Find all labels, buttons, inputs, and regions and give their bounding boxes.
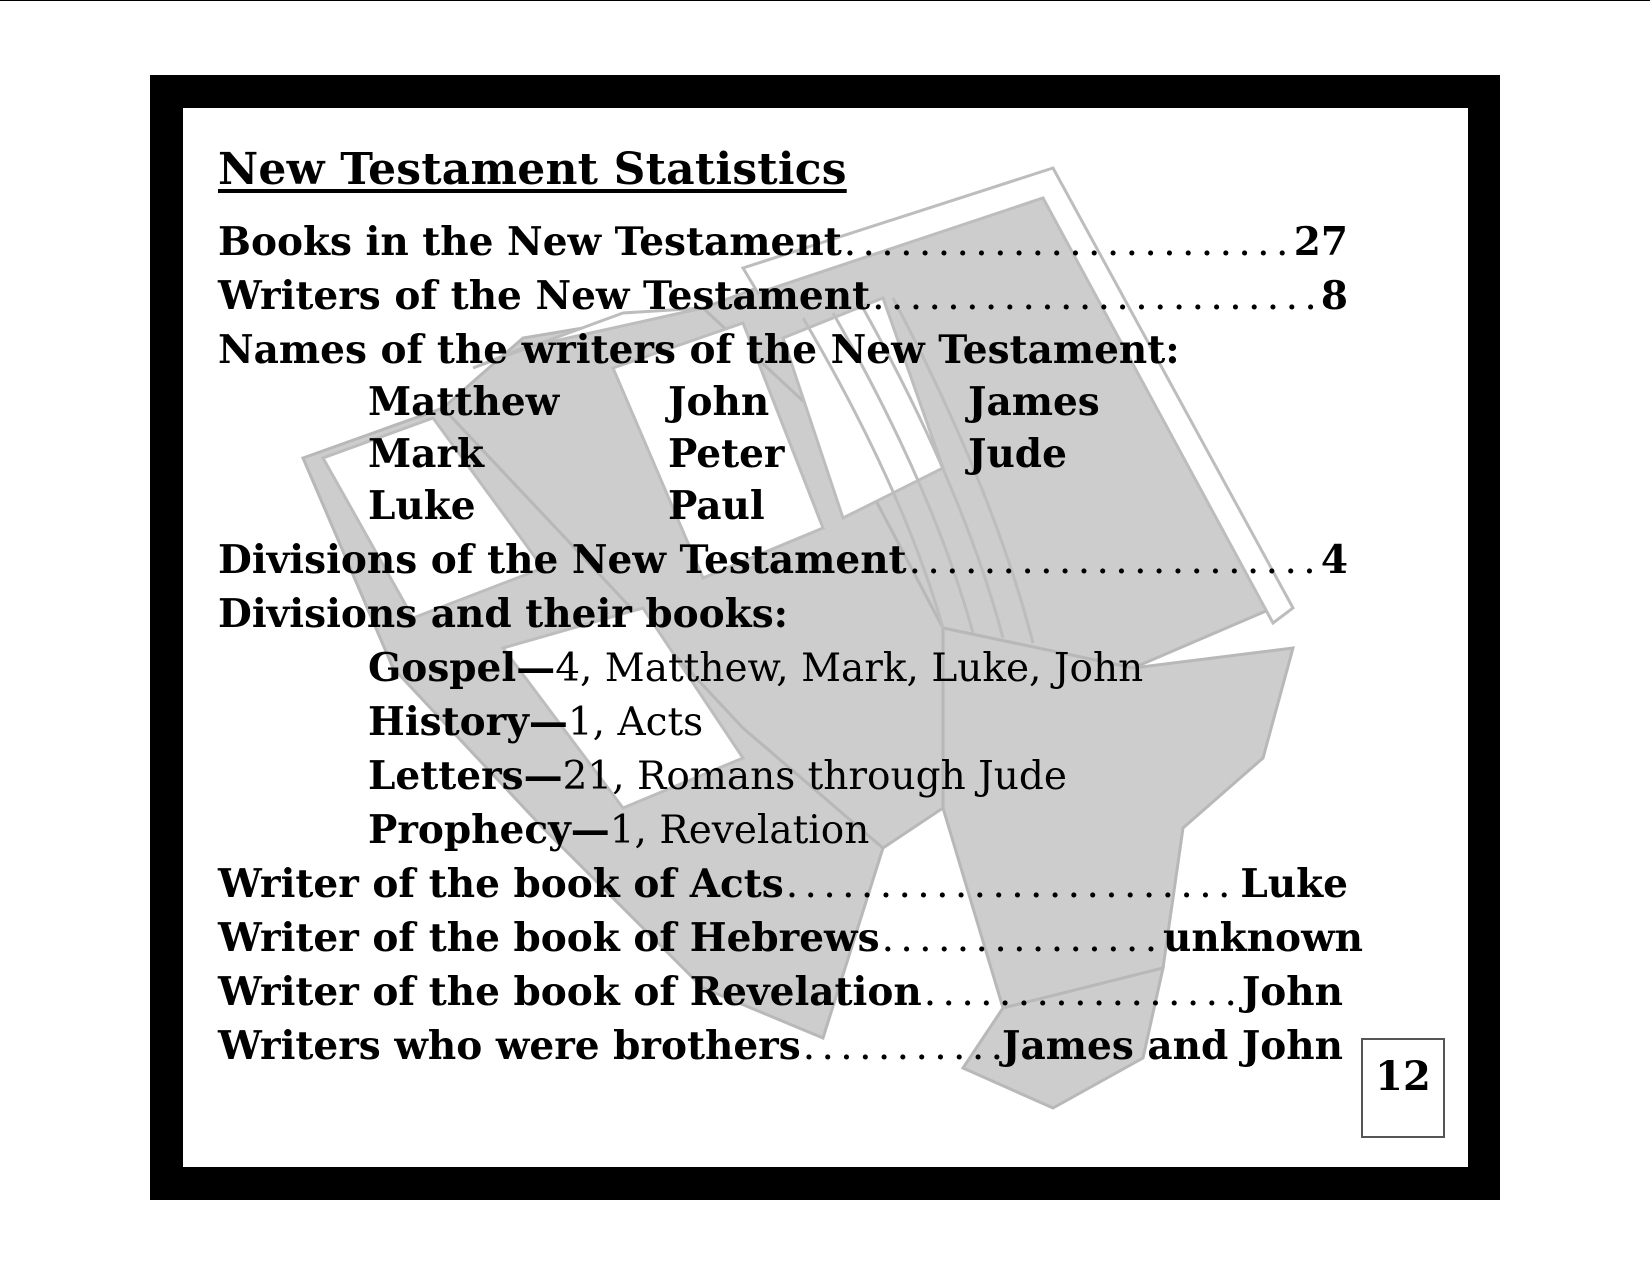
stat-label: Divisions of the New Testament bbox=[218, 537, 907, 583]
writer-name: Matthew bbox=[368, 379, 560, 425]
division-item-history bbox=[368, 698, 703, 747]
stat-value: Luke bbox=[1240, 861, 1348, 907]
division-detail: 21, Romans through Jude bbox=[562, 754, 1067, 799]
dot-leader bbox=[844, 219, 1292, 267]
stat-label: Writer of the book of Acts bbox=[218, 861, 784, 907]
division-separator: — bbox=[570, 807, 610, 853]
writer-name: John bbox=[668, 379, 770, 425]
writer-name: Peter bbox=[668, 431, 785, 477]
stat-value: James and John bbox=[1002, 1023, 1343, 1069]
dot-leader bbox=[872, 273, 1319, 321]
stat-label: Books in the New Testament bbox=[218, 219, 842, 265]
content-card bbox=[183, 108, 1468, 1167]
stat-row-brothers bbox=[218, 1022, 1343, 1071]
division-name: Prophecy bbox=[368, 807, 571, 853]
division-name: Letters bbox=[368, 753, 524, 799]
division-item-gospel bbox=[368, 644, 1143, 693]
stat-label: Writers of the New Testament bbox=[218, 273, 871, 319]
divisions-heading: Divisions and their books: bbox=[218, 591, 789, 637]
stat-row-divisions bbox=[218, 536, 1348, 585]
stat-label: Writer of the book of Revelation bbox=[218, 969, 922, 1015]
division-item-letters bbox=[368, 752, 1067, 801]
stat-row-books bbox=[218, 218, 1348, 267]
dot-leader bbox=[882, 915, 1161, 963]
division-detail: 1, Acts bbox=[567, 700, 704, 745]
dot-leader bbox=[909, 537, 1319, 585]
writer-name: Jude bbox=[968, 431, 1067, 477]
stat-value: John bbox=[1241, 969, 1343, 1015]
stat-row-revelation bbox=[218, 968, 1343, 1017]
dot-leader bbox=[786, 861, 1239, 909]
division-separator: — bbox=[528, 699, 568, 745]
stat-value: 27 bbox=[1293, 219, 1348, 265]
page-number: 12 bbox=[1361, 1038, 1445, 1138]
names-heading: Names of the writers of the New Testament: bbox=[218, 327, 1180, 373]
writer-name: Paul bbox=[668, 483, 765, 529]
stat-value: 8 bbox=[1320, 273, 1348, 319]
division-separator: — bbox=[523, 753, 563, 799]
top-rule bbox=[0, 0, 1650, 1]
writer-name: Luke bbox=[368, 483, 476, 529]
division-detail: 4, Matthew, Mark, Luke, John bbox=[555, 646, 1144, 691]
stat-row-hebrews bbox=[218, 914, 1363, 963]
statistics-content bbox=[183, 108, 1468, 1167]
stat-value: 4 bbox=[1320, 537, 1348, 583]
writer-name: Mark bbox=[368, 431, 485, 477]
stat-row-writers bbox=[218, 272, 1348, 321]
stat-label: Writers who were brothers bbox=[218, 1023, 801, 1069]
stat-label: Writer of the book of Hebrews bbox=[218, 915, 880, 961]
division-name: History bbox=[368, 699, 529, 745]
division-item-prophecy bbox=[368, 806, 869, 855]
division-separator: — bbox=[516, 645, 556, 691]
page-title: New Testament Statistics bbox=[218, 144, 847, 195]
writer-name: James bbox=[968, 379, 1100, 425]
stat-value: unknown bbox=[1162, 915, 1363, 961]
division-detail: 1, Revelation bbox=[609, 808, 870, 853]
dot-leader bbox=[924, 969, 1240, 1017]
stat-row-acts bbox=[218, 860, 1348, 909]
dot-leader bbox=[803, 1023, 1000, 1071]
division-name: Gospel bbox=[368, 645, 517, 691]
